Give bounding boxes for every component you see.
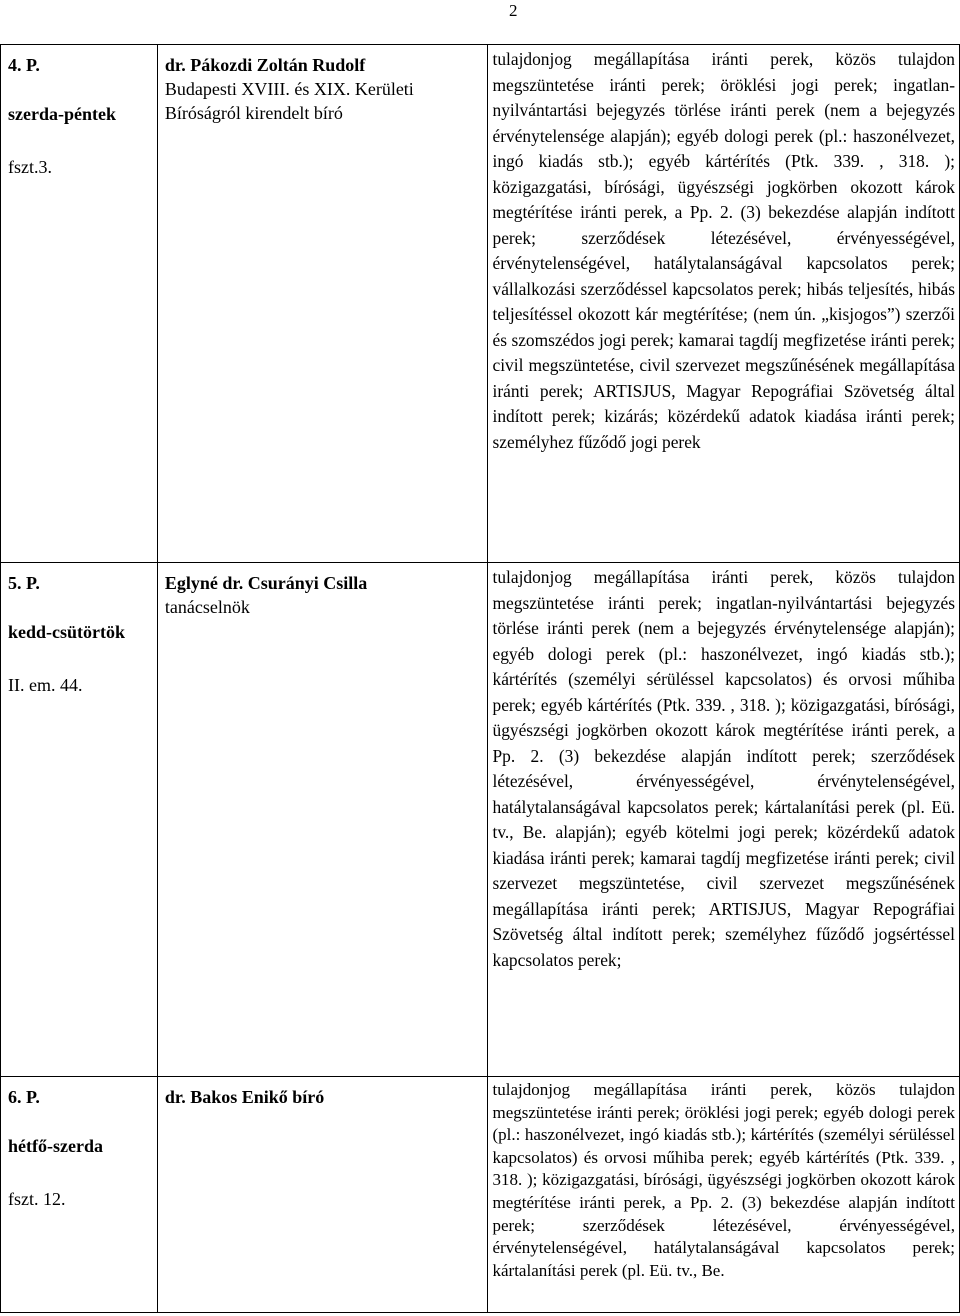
judge-name: dr. Bakos Enikő bíró — [164, 1087, 325, 1107]
panel-code: 6. P. — [8, 1087, 40, 1107]
room-number: fszt. 12. — [8, 1189, 66, 1209]
day-cell — [1, 1077, 158, 1313]
case-types-text: tulajdonjog megállapítása iránti perek, közös tulajdon megszüntetése iránti perek; öröklési jogi perek; egyéb dologi perek (pl.: haszonélvezet, ingó kiadás stb.); kártérítés (személyi sérüléssel kapcsolatos) és orvosi műhiba perek; egyéb kártérítés (Ptk. 339. , 318. ); közigazgatási, bírósági, ügyészségi jogkörben okozott károk megtérítése iránti perek, a Pp. 2. (3) bekezdése alapján indított perek; szerződések létezésével, érvényességével, érvénytelenségével, hatálytalanságával kapcsolatos perek; kártalanítási perek (pl. Eü. tv., Be. — [492, 1080, 955, 1280]
sitting-days: hétfő-szerda — [8, 1136, 103, 1156]
day-cell — [1, 45, 158, 563]
day-cell — [1, 563, 158, 1077]
judge-name: Eglyné dr. Csurányi Csilla — [164, 573, 368, 593]
case-types-text: tulajdonjog megállapítása iránti perek, közös tulajdon megszüntetése iránti perek; öröklési jogi perek; ingatlan-nyilvántartási bejegyzés törlése iránti perek (nem a bejegyzés érvénytelensége alapján); egyéb dologi perek (pl.: haszonélvezet, ingó kiadás stb.); egyéb kártérítés (Ptk. 339. , 318. ); közigazgatási, bírósági, ügyészségi jogkörben okozott károk megtérítése iránti perek, a Pp. 2. (3) bekezdése alapján indított perek; szerződések létezésével, érvényességével, érvénytelenségével, hatálytalanságával kapcsolatos perek; vállalkozási szerződéssel kapcsolatos perek; hibás teljesítés, hibás teljesítéssel okozott kár megtérítése; (nem ún. „kisjogos”) szerzői és szomszédos jogi perek; kamarai tagdíj megfizetése iránti perek; civil megszüntetése, civil szervezet megszűnésének megállapítása iránti perek; ARTISJUS, Magyar Repográfiai Szövetség által indított perek; kizárás; közérdekű adatok kiadása iránti perek; személyhez fűződő jogi perek — [492, 49, 955, 452]
judge-title: Budapesti XVIII. és XIX. Kerületi Bíróságról kirendelt bíró — [164, 79, 414, 123]
sitting-days: kedd-csütörtök — [8, 622, 126, 642]
table-row — [1, 1077, 960, 1313]
case-types-cell — [487, 1077, 960, 1313]
table-row — [1, 45, 960, 563]
court-schedule-table — [0, 44, 960, 1313]
judge-cell — [157, 1077, 487, 1313]
judge-title: tanácselnök — [164, 597, 250, 617]
case-types-cell — [487, 563, 960, 1077]
judge-name: dr. Pákozdi Zoltán Rudolf — [164, 55, 366, 75]
panel-code: 5. P. — [8, 573, 40, 593]
judge-cell — [157, 45, 487, 563]
judge-cell — [157, 563, 487, 1077]
room-number: fszt.3. — [8, 157, 52, 177]
case-types-text: tulajdonjog megállapítása iránti perek, közös tulajdon megszüntetése iránti perek; ingatlan-nyilvántartási bejegyzés törlése iránti perek (nem a bejegyzés érvénytelensége alapján); egyéb dologi perek (pl.: haszonélvezet, ingó kiadás stb.); kártérítés (személyi sérüléssel kapcsolatos) és orvosi műhiba perek; egyéb kártérítés (Ptk. 339. , 318. ); közigazgatási, bírósági, ügyészségi jogkörben okozott károk megtérítése iránti perek, a Pp. 2. (3) bekezdése alapján indított perek; szerződések létezésével, érvényességével, érvénytelenségével, hatálytalanságával kapcsolatos perek; kártalanítási perek (pl. Eü. tv., Be. alapján); egyéb kötelmi jogi perek; közérdekű adatok kiadása iránti perek; kamarai tagdíj megfizetése iránti perek; civil szervezet megszüntetése, civil szervezet megszűnésének megállapítása iránti perek; ARTISJUS, Magyar Repográfiai Szövetség által indított perek; személyhez fűződő jogsértéssel kapcsolatos perek; — [492, 567, 955, 970]
page-number: 2 — [509, 1, 518, 20]
case-types-cell — [487, 45, 960, 563]
table-row — [1, 563, 960, 1077]
room-number: II. em. 44. — [8, 675, 83, 695]
sitting-days: szerda-péntek — [8, 104, 116, 124]
panel-code: 4. P. — [8, 55, 40, 75]
